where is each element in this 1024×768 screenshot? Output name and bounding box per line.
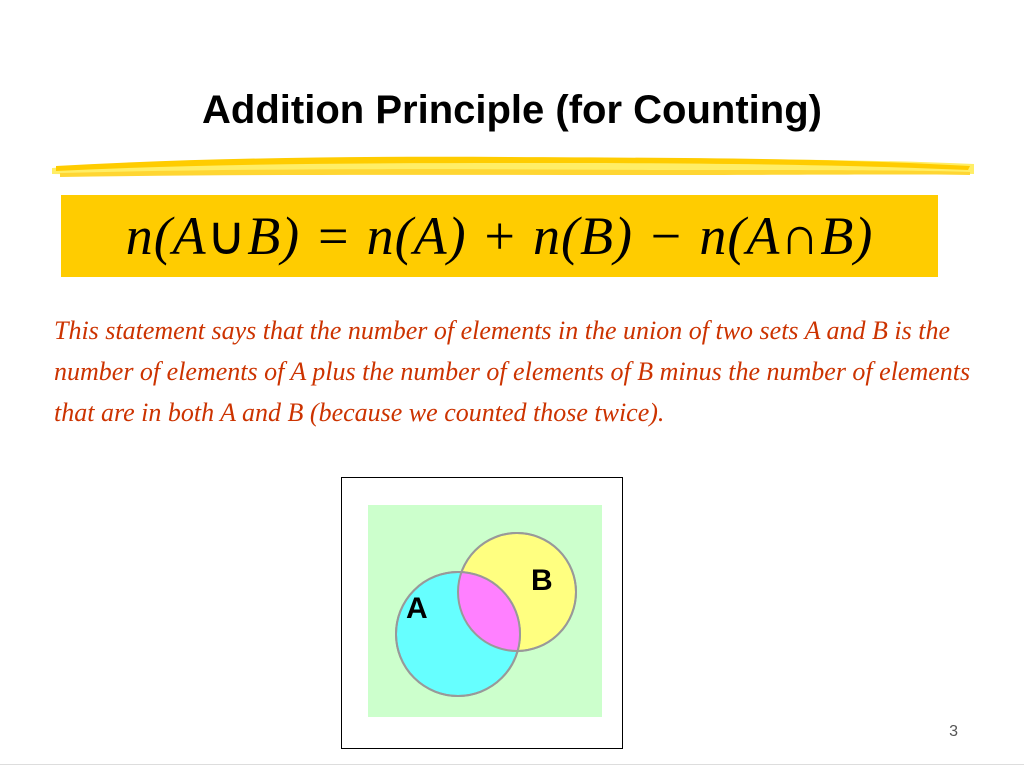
slide-title: Addition Principle (for Counting): [202, 88, 822, 132]
description-text: This statement says that the number of elements in the union of two sets A and B is the number of elements of A plus the number of elements of B minus the number of elements that are in both A and B (because we counted those twice).: [54, 316, 971, 427]
union-symbol: ∪: [206, 206, 248, 266]
formula-part: n(A: [125, 206, 207, 266]
venn-diagram-frame: [341, 477, 623, 749]
page-number: 3: [949, 723, 958, 740]
intersection-symbol: ∩: [780, 206, 821, 266]
label-b: B: [531, 564, 553, 597]
venn-diagram: [342, 478, 622, 748]
formula-box: [61, 195, 938, 277]
bottom-divider: [0, 764, 1024, 765]
formula-part: B): [820, 206, 874, 266]
label-a: A: [406, 592, 428, 625]
formula-part: B) = n(A) + n(B) − n(A: [247, 206, 781, 266]
title-underline-stroke: [50, 148, 976, 184]
